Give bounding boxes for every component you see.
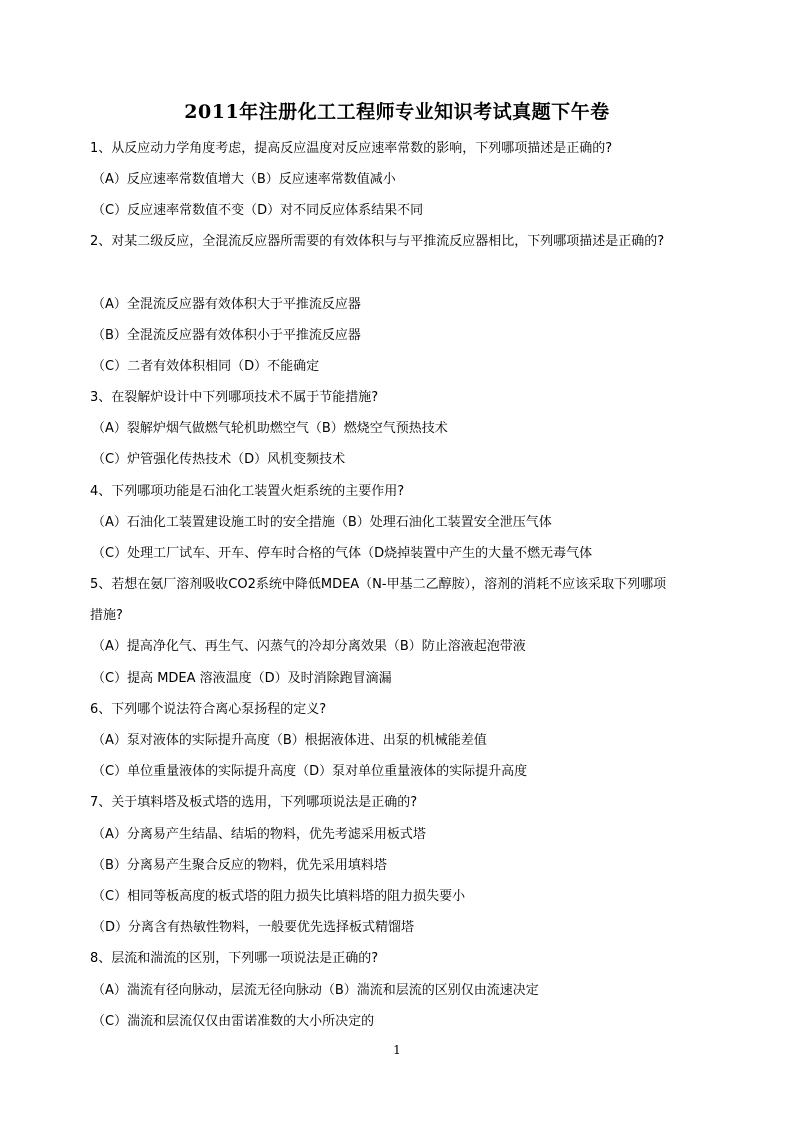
question-5-stem-continued: 措施? (90, 608, 123, 623)
question-1-stem: 1、从反应动力学角度考虑，提高反应温度对反应速率常数的影响，下列哪项描述是正确的? (90, 141, 613, 156)
question-8-options-ab: （A）湍流有径向脉动，层流无径向脉动（B）湍流和层流的区别仅由流速决定 (92, 983, 539, 998)
question-2-stem: 2、对某二级反应，全混流反应器所需要的有效体积与与平推流反应器相比，下列哪项描述是正确的? (90, 234, 665, 249)
question-7-option-a: （A）分离易产生结晶、结垢的物料，优先考滤采用板式塔 (92, 827, 426, 842)
question-2-option-b: （B）全混流反应器有效体积小于平推流反应器 (92, 328, 361, 343)
question-6-options-cd: （C）单位重量液体的实际提升高度（D）泵对单位重量液体的实际提升高度 (92, 764, 528, 779)
question-7-stem: 7、关于填料塔及板式塔的选用，下列哪项说法是正确的? (90, 795, 418, 810)
question-7-option-d: （D）分离含有热敏性物料，一般要优先选择板式精馏塔 (92, 920, 415, 935)
question-4-stem: 4、下列哪项功能是石油化工装置火炬系统的主要作用? (90, 484, 405, 499)
question-2-options-cd: （C）二者有效体积相同（D）不能确定 (92, 359, 320, 374)
question-1-options-cd: （C）反应速率常数值不变（D）对不同反应体系结果不同 (92, 203, 424, 218)
question-5-stem: 5、若想在氨厂溶剂吸收CO2系统中降低MDEA（N-甲基二乙醇胺），溶剂的消耗不应该采取下列哪项 (90, 577, 667, 592)
question-5-options-ab: （A）提高净化气、再生气、闪蒸气的冷却分离效果（B）防止溶液起泡带液 (92, 639, 526, 654)
question-8-stem: 8、层流和湍流的区别，下列哪一项说法是正确的? (90, 951, 379, 966)
question-1-options-ab: （A）反应速率常数值增大（B）反应速率常数值减小 (92, 172, 396, 187)
question-7-option-b: （B）分离易产生聚合反应的物料，优先采用填料塔 (92, 858, 387, 873)
question-2-option-a: （A）全混流反应器有效体积大于平推流反应器 (92, 297, 361, 312)
page-number: 1 (393, 1043, 401, 1057)
question-5-options-cd: （C）提高 MDEA 溶液温度（D）及时消除跑冒滴漏 (92, 671, 392, 686)
question-7-option-c: （C）相同等板高度的板式塔的阻力损失比填料塔的阻力损失要小 (92, 889, 466, 904)
question-3-options-ab: （A）裂解炉烟气做燃气轮机助燃空气（B）燃烧空气预热技术 (92, 421, 448, 436)
question-6-stem: 6、下列哪个说法符合离心泵扬程的定义? (90, 702, 327, 717)
question-3-options-cd: （C）炉管强化传热技术（D）风机变频技术 (92, 452, 346, 467)
question-4-options-ab: （A）石油化工装置建设施工时的安全措施（B）处理石油化工装置安全泄压气体 (92, 515, 552, 530)
question-4-options-cd: （C）处理工厂试车、开车、停车时合格的气体（D烧掉装置中产生的大量不燃无毒气体 (92, 546, 593, 561)
question-3-stem: 3、在裂解炉设计中下列哪项技术不属于节能措施? (90, 390, 379, 405)
question-6-options-ab: （A）泵对液体的实际提升高度（B）根据液体进、出泵的机械能差值 (92, 733, 487, 748)
document-title: 2011年注册化工工程师专业知识考试真题下午卷 (184, 101, 610, 123)
question-8-option-c: （C）湍流和层流仅仅由雷诺准数的大小所决定的 (92, 1014, 375, 1029)
